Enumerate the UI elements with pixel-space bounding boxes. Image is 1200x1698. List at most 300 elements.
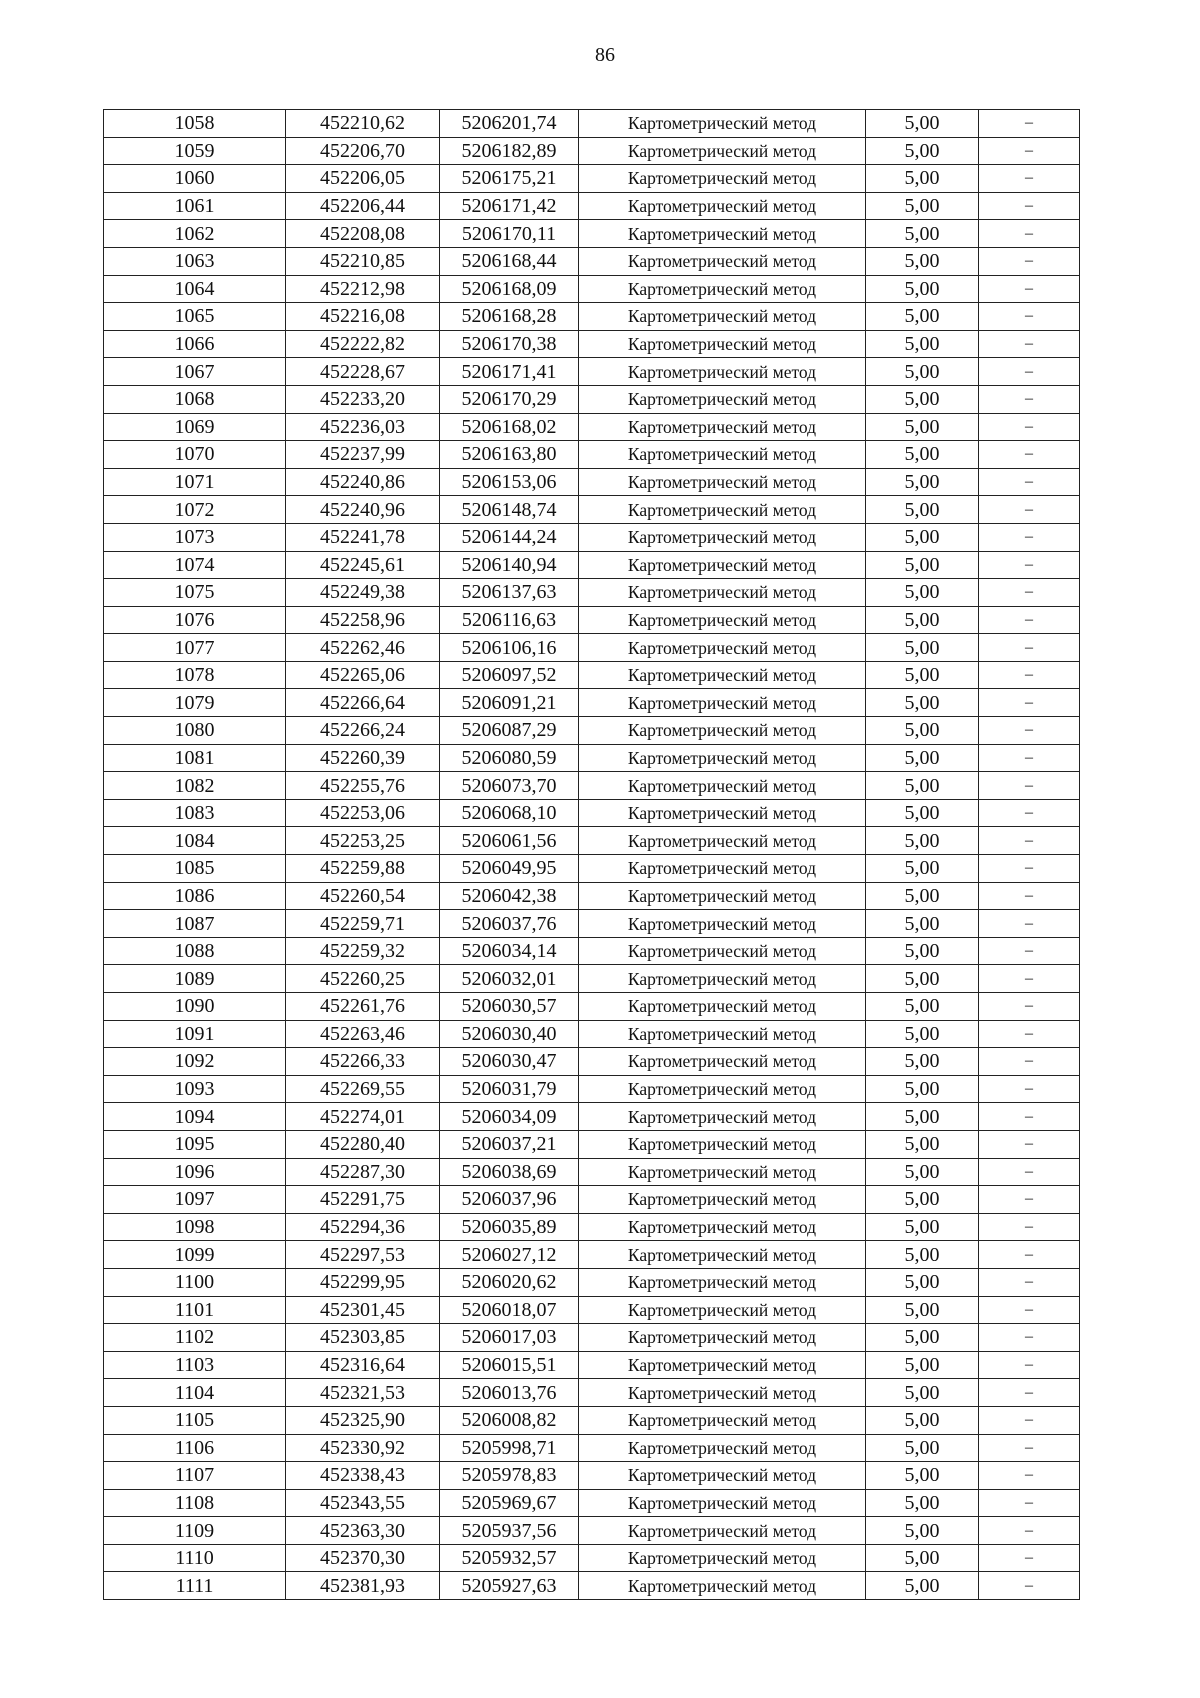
y-coordinate-cell: 5206091,21 (440, 689, 579, 717)
table-row (104, 1186, 1080, 1214)
y-coordinate-cell: 5206148,74 (440, 496, 579, 524)
note-cell: – (979, 1186, 1080, 1214)
note-cell: – (979, 937, 1080, 965)
accuracy-cell: 5,00 (866, 965, 979, 993)
point-number-cell: 1109 (104, 1517, 286, 1545)
x-coordinate-cell: 452258,96 (286, 606, 440, 634)
y-coordinate-cell: 5206068,10 (440, 799, 579, 827)
x-coordinate-cell: 452294,36 (286, 1213, 440, 1241)
y-coordinate-cell: 5206168,02 (440, 413, 579, 441)
y-coordinate-cell: 5206140,94 (440, 551, 579, 579)
accuracy-cell: 5,00 (866, 1075, 979, 1103)
accuracy-cell: 5,00 (866, 413, 979, 441)
y-coordinate-cell: 5206013,76 (440, 1379, 579, 1407)
method-cell: Картометрический метод (579, 1324, 866, 1352)
table-row (104, 358, 1080, 386)
note-cell: – (979, 551, 1080, 579)
table-row (104, 192, 1080, 220)
x-coordinate-cell: 452280,40 (286, 1130, 440, 1158)
table-row (104, 634, 1080, 662)
point-number-cell: 1096 (104, 1158, 286, 1186)
x-coordinate-cell: 452301,45 (286, 1296, 440, 1324)
method-cell: Картометрический метод (579, 192, 866, 220)
method-cell: Картометрический метод (579, 468, 866, 496)
accuracy-cell: 5,00 (866, 1544, 979, 1572)
y-coordinate-cell: 5206037,96 (440, 1186, 579, 1214)
accuracy-cell: 5,00 (866, 192, 979, 220)
x-coordinate-cell: 452260,25 (286, 965, 440, 993)
method-cell: Картометрический метод (579, 1186, 866, 1214)
note-cell: – (979, 1268, 1080, 1296)
accuracy-cell: 5,00 (866, 1241, 979, 1269)
method-cell: Картометрический метод (579, 330, 866, 358)
table-row (104, 468, 1080, 496)
point-number-cell: 1071 (104, 468, 286, 496)
note-cell: – (979, 772, 1080, 800)
accuracy-cell: 5,00 (866, 551, 979, 579)
table-row (104, 827, 1080, 855)
y-coordinate-cell: 5206049,95 (440, 855, 579, 883)
method-cell: Картометрический метод (579, 799, 866, 827)
point-number-cell: 1092 (104, 1048, 286, 1076)
table-row (104, 496, 1080, 524)
method-cell: Картометрический метод (579, 441, 866, 469)
table-row (104, 937, 1080, 965)
point-number-cell: 1070 (104, 441, 286, 469)
note-cell: – (979, 1406, 1080, 1434)
y-coordinate-cell: 5206037,21 (440, 1130, 579, 1158)
y-coordinate-cell: 5206018,07 (440, 1296, 579, 1324)
note-cell: – (979, 1572, 1080, 1600)
accuracy-cell: 5,00 (866, 247, 979, 275)
point-number-cell: 1075 (104, 579, 286, 607)
y-coordinate-cell: 5206087,29 (440, 717, 579, 745)
table-row (104, 910, 1080, 938)
y-coordinate-cell: 5206042,38 (440, 882, 579, 910)
accuracy-cell: 5,00 (866, 220, 979, 248)
y-coordinate-cell: 5206038,69 (440, 1158, 579, 1186)
point-number-cell: 1110 (104, 1544, 286, 1572)
accuracy-cell: 5,00 (866, 110, 979, 138)
point-number-cell: 1101 (104, 1296, 286, 1324)
coordinates-table-body (104, 110, 1080, 1600)
table-row (104, 1351, 1080, 1379)
y-coordinate-cell: 5206031,79 (440, 1075, 579, 1103)
x-coordinate-cell: 452363,30 (286, 1517, 440, 1545)
x-coordinate-cell: 452266,33 (286, 1048, 440, 1076)
x-coordinate-cell: 452343,55 (286, 1489, 440, 1517)
y-coordinate-cell: 5206030,47 (440, 1048, 579, 1076)
point-number-cell: 1099 (104, 1241, 286, 1269)
method-cell: Картометрический метод (579, 1351, 866, 1379)
accuracy-cell: 5,00 (866, 468, 979, 496)
method-cell: Картометрический метод (579, 1572, 866, 1600)
y-coordinate-cell: 5206171,41 (440, 358, 579, 386)
note-cell: – (979, 1379, 1080, 1407)
method-cell: Картометрический метод (579, 385, 866, 413)
point-number-cell: 1107 (104, 1462, 286, 1490)
y-coordinate-cell: 5206017,03 (440, 1324, 579, 1352)
note-cell: – (979, 468, 1080, 496)
accuracy-cell: 5,00 (866, 1517, 979, 1545)
y-coordinate-cell: 5206175,21 (440, 165, 579, 193)
note-cell: – (979, 1544, 1080, 1572)
method-cell: Картометрический метод (579, 496, 866, 524)
y-coordinate-cell: 5206182,89 (440, 137, 579, 165)
method-cell: Картометрический метод (579, 137, 866, 165)
x-coordinate-cell: 452266,24 (286, 717, 440, 745)
method-cell: Картометрический метод (579, 1544, 866, 1572)
y-coordinate-cell: 5205969,67 (440, 1489, 579, 1517)
note-cell: – (979, 1020, 1080, 1048)
x-coordinate-cell: 452240,86 (286, 468, 440, 496)
note-cell: – (979, 330, 1080, 358)
note-cell: – (979, 192, 1080, 220)
x-coordinate-cell: 452212,98 (286, 275, 440, 303)
coordinates-table (103, 109, 1080, 1600)
accuracy-cell: 5,00 (866, 993, 979, 1021)
x-coordinate-cell: 452259,32 (286, 937, 440, 965)
y-coordinate-cell: 5206073,70 (440, 772, 579, 800)
accuracy-cell: 5,00 (866, 1268, 979, 1296)
method-cell: Картометрический метод (579, 1296, 866, 1324)
table-row (104, 1406, 1080, 1434)
note-cell: – (979, 1462, 1080, 1490)
method-cell: Картометрический метод (579, 606, 866, 634)
note-cell: – (979, 247, 1080, 275)
point-number-cell: 1102 (104, 1324, 286, 1352)
point-number-cell: 1095 (104, 1130, 286, 1158)
note-cell: – (979, 855, 1080, 883)
table-row (104, 1462, 1080, 1490)
table-row (104, 220, 1080, 248)
table-row (104, 855, 1080, 883)
y-coordinate-cell: 5206061,56 (440, 827, 579, 855)
table-row (104, 1075, 1080, 1103)
table-row (104, 1158, 1080, 1186)
accuracy-cell: 5,00 (866, 441, 979, 469)
note-cell: – (979, 110, 1080, 138)
accuracy-cell: 5,00 (866, 1296, 979, 1324)
x-coordinate-cell: 452321,53 (286, 1379, 440, 1407)
method-cell: Картометрический метод (579, 634, 866, 662)
method-cell: Картометрический метод (579, 1241, 866, 1269)
y-coordinate-cell: 5206163,80 (440, 441, 579, 469)
accuracy-cell: 5,00 (866, 330, 979, 358)
accuracy-cell: 5,00 (866, 303, 979, 331)
point-number-cell: 1061 (104, 192, 286, 220)
point-number-cell: 1108 (104, 1489, 286, 1517)
method-cell: Картометрический метод (579, 551, 866, 579)
accuracy-cell: 5,00 (866, 1213, 979, 1241)
y-coordinate-cell: 5206153,06 (440, 468, 579, 496)
accuracy-cell: 5,00 (866, 1379, 979, 1407)
accuracy-cell: 5,00 (866, 1406, 979, 1434)
point-number-cell: 1094 (104, 1103, 286, 1131)
table-row (104, 1130, 1080, 1158)
method-cell: Картометрический метод (579, 827, 866, 855)
note-cell: – (979, 882, 1080, 910)
x-coordinate-cell: 452316,64 (286, 1351, 440, 1379)
method-cell: Картометрический метод (579, 855, 866, 883)
x-coordinate-cell: 452241,78 (286, 523, 440, 551)
point-number-cell: 1082 (104, 772, 286, 800)
note-cell: – (979, 137, 1080, 165)
x-coordinate-cell: 452253,25 (286, 827, 440, 855)
accuracy-cell: 5,00 (866, 275, 979, 303)
y-coordinate-cell: 5205978,83 (440, 1462, 579, 1490)
table-row (104, 523, 1080, 551)
accuracy-cell: 5,00 (866, 717, 979, 745)
point-number-cell: 1088 (104, 937, 286, 965)
y-coordinate-cell: 5206168,44 (440, 247, 579, 275)
table-row (104, 1434, 1080, 1462)
y-coordinate-cell: 5206020,62 (440, 1268, 579, 1296)
accuracy-cell: 5,00 (866, 1103, 979, 1131)
point-number-cell: 1079 (104, 689, 286, 717)
table-row (104, 717, 1080, 745)
method-cell: Картометрический метод (579, 717, 866, 745)
y-coordinate-cell: 5206170,29 (440, 385, 579, 413)
table-row (104, 1296, 1080, 1324)
note-cell: – (979, 441, 1080, 469)
accuracy-cell: 5,00 (866, 1020, 979, 1048)
accuracy-cell: 5,00 (866, 165, 979, 193)
point-number-cell: 1091 (104, 1020, 286, 1048)
table-row (104, 413, 1080, 441)
point-number-cell: 1103 (104, 1351, 286, 1379)
method-cell: Картометрический метод (579, 1213, 866, 1241)
method-cell: Картометрический метод (579, 220, 866, 248)
accuracy-cell: 5,00 (866, 1434, 979, 1462)
accuracy-cell: 5,00 (866, 855, 979, 883)
y-coordinate-cell: 5206168,28 (440, 303, 579, 331)
note-cell: – (979, 744, 1080, 772)
x-coordinate-cell: 452274,01 (286, 1103, 440, 1131)
accuracy-cell: 5,00 (866, 1130, 979, 1158)
y-coordinate-cell: 5206034,14 (440, 937, 579, 965)
y-coordinate-cell: 5206030,57 (440, 993, 579, 1021)
note-cell: – (979, 220, 1080, 248)
accuracy-cell: 5,00 (866, 744, 979, 772)
y-coordinate-cell: 5206171,42 (440, 192, 579, 220)
note-cell: – (979, 827, 1080, 855)
point-number-cell: 1065 (104, 303, 286, 331)
table-row (104, 1572, 1080, 1600)
x-coordinate-cell: 452265,06 (286, 661, 440, 689)
table-row (104, 606, 1080, 634)
method-cell: Картометрический метод (579, 1268, 866, 1296)
accuracy-cell: 5,00 (866, 910, 979, 938)
x-coordinate-cell: 452208,08 (286, 220, 440, 248)
method-cell: Картометрический метод (579, 413, 866, 441)
y-coordinate-cell: 5206015,51 (440, 1351, 579, 1379)
accuracy-cell: 5,00 (866, 1324, 979, 1352)
note-cell: – (979, 385, 1080, 413)
note-cell: – (979, 993, 1080, 1021)
point-number-cell: 1087 (104, 910, 286, 938)
y-coordinate-cell: 5206032,01 (440, 965, 579, 993)
method-cell: Картометрический метод (579, 358, 866, 386)
accuracy-cell: 5,00 (866, 799, 979, 827)
y-coordinate-cell: 5206037,76 (440, 910, 579, 938)
point-number-cell: 1068 (104, 385, 286, 413)
x-coordinate-cell: 452269,55 (286, 1075, 440, 1103)
point-number-cell: 1077 (104, 634, 286, 662)
point-number-cell: 1097 (104, 1186, 286, 1214)
y-coordinate-cell: 5206080,59 (440, 744, 579, 772)
table-row (104, 1241, 1080, 1269)
y-coordinate-cell: 5206170,38 (440, 330, 579, 358)
note-cell: – (979, 413, 1080, 441)
point-number-cell: 1072 (104, 496, 286, 524)
point-number-cell: 1111 (104, 1572, 286, 1600)
table-row (104, 1517, 1080, 1545)
x-coordinate-cell: 452228,67 (286, 358, 440, 386)
x-coordinate-cell: 452262,46 (286, 634, 440, 662)
accuracy-cell: 5,00 (866, 1572, 979, 1600)
table-row (104, 1103, 1080, 1131)
note-cell: – (979, 799, 1080, 827)
x-coordinate-cell: 452370,30 (286, 1544, 440, 1572)
method-cell: Картометрический метод (579, 1379, 866, 1407)
note-cell: – (979, 1048, 1080, 1076)
accuracy-cell: 5,00 (866, 772, 979, 800)
method-cell: Картометрический метод (579, 110, 866, 138)
x-coordinate-cell: 452259,88 (286, 855, 440, 883)
point-number-cell: 1078 (104, 661, 286, 689)
x-coordinate-cell: 452237,99 (286, 441, 440, 469)
point-number-cell: 1058 (104, 110, 286, 138)
table-row (104, 1020, 1080, 1048)
x-coordinate-cell: 452245,61 (286, 551, 440, 579)
point-number-cell: 1067 (104, 358, 286, 386)
x-coordinate-cell: 452253,06 (286, 799, 440, 827)
point-number-cell: 1090 (104, 993, 286, 1021)
accuracy-cell: 5,00 (866, 661, 979, 689)
point-number-cell: 1062 (104, 220, 286, 248)
note-cell: – (979, 661, 1080, 689)
method-cell: Картометрический метод (579, 1048, 866, 1076)
point-number-cell: 1066 (104, 330, 286, 358)
point-number-cell: 1084 (104, 827, 286, 855)
y-coordinate-cell: 5205998,71 (440, 1434, 579, 1462)
table-row (104, 744, 1080, 772)
y-coordinate-cell: 5206170,11 (440, 220, 579, 248)
x-coordinate-cell: 452291,75 (286, 1186, 440, 1214)
point-number-cell: 1059 (104, 137, 286, 165)
point-number-cell: 1086 (104, 882, 286, 910)
note-cell: – (979, 1324, 1080, 1352)
table-row (104, 799, 1080, 827)
point-number-cell: 1073 (104, 523, 286, 551)
note-cell: – (979, 303, 1080, 331)
x-coordinate-cell: 452236,03 (286, 413, 440, 441)
table-row (104, 661, 1080, 689)
method-cell: Картометрический метод (579, 1489, 866, 1517)
note-cell: – (979, 1517, 1080, 1545)
page-number: 86 (595, 44, 615, 66)
method-cell: Картометрический метод (579, 965, 866, 993)
table-row (104, 303, 1080, 331)
method-cell: Картометрический метод (579, 744, 866, 772)
method-cell: Картометрический метод (579, 689, 866, 717)
x-coordinate-cell: 452303,85 (286, 1324, 440, 1352)
table-row (104, 993, 1080, 1021)
point-number-cell: 1063 (104, 247, 286, 275)
point-number-cell: 1083 (104, 799, 286, 827)
note-cell: – (979, 634, 1080, 662)
table-row (104, 882, 1080, 910)
y-coordinate-cell: 5206030,40 (440, 1020, 579, 1048)
y-coordinate-cell: 5206144,24 (440, 523, 579, 551)
note-cell: – (979, 1434, 1080, 1462)
accuracy-cell: 5,00 (866, 937, 979, 965)
method-cell: Картометрический метод (579, 165, 866, 193)
table-row (104, 110, 1080, 138)
note-cell: – (979, 1158, 1080, 1186)
point-number-cell: 1069 (104, 413, 286, 441)
x-coordinate-cell: 452330,92 (286, 1434, 440, 1462)
y-coordinate-cell: 5206137,63 (440, 579, 579, 607)
accuracy-cell: 5,00 (866, 689, 979, 717)
method-cell: Картометрический метод (579, 1517, 866, 1545)
note-cell: – (979, 1296, 1080, 1324)
x-coordinate-cell: 452287,30 (286, 1158, 440, 1186)
note-cell: – (979, 1075, 1080, 1103)
table-row (104, 689, 1080, 717)
x-coordinate-cell: 452299,95 (286, 1268, 440, 1296)
method-cell: Картометрический метод (579, 937, 866, 965)
accuracy-cell: 5,00 (866, 882, 979, 910)
table-row (104, 275, 1080, 303)
method-cell: Картометрический метод (579, 1434, 866, 1462)
table-row (104, 247, 1080, 275)
note-cell: – (979, 689, 1080, 717)
point-number-cell: 1106 (104, 1434, 286, 1462)
point-number-cell: 1085 (104, 855, 286, 883)
note-cell: – (979, 1241, 1080, 1269)
method-cell: Картометрический метод (579, 275, 866, 303)
x-coordinate-cell: 452259,71 (286, 910, 440, 938)
point-number-cell: 1100 (104, 1268, 286, 1296)
x-coordinate-cell: 452297,53 (286, 1241, 440, 1269)
x-coordinate-cell: 452255,76 (286, 772, 440, 800)
method-cell: Картометрический метод (579, 772, 866, 800)
y-coordinate-cell: 5206008,82 (440, 1406, 579, 1434)
y-coordinate-cell: 5205932,57 (440, 1544, 579, 1572)
table-row (104, 551, 1080, 579)
point-number-cell: 1060 (104, 165, 286, 193)
method-cell: Картометрический метод (579, 247, 866, 275)
y-coordinate-cell: 5206168,09 (440, 275, 579, 303)
note-cell: – (979, 1130, 1080, 1158)
point-number-cell: 1080 (104, 717, 286, 745)
table-row (104, 165, 1080, 193)
accuracy-cell: 5,00 (866, 523, 979, 551)
y-coordinate-cell: 5206106,16 (440, 634, 579, 662)
table-row (104, 965, 1080, 993)
y-coordinate-cell: 5206116,63 (440, 606, 579, 634)
accuracy-cell: 5,00 (866, 1489, 979, 1517)
point-number-cell: 1076 (104, 606, 286, 634)
y-coordinate-cell: 5206201,74 (440, 110, 579, 138)
x-coordinate-cell: 452233,20 (286, 385, 440, 413)
accuracy-cell: 5,00 (866, 1048, 979, 1076)
note-cell: – (979, 358, 1080, 386)
table-row (104, 385, 1080, 413)
table-row (104, 772, 1080, 800)
